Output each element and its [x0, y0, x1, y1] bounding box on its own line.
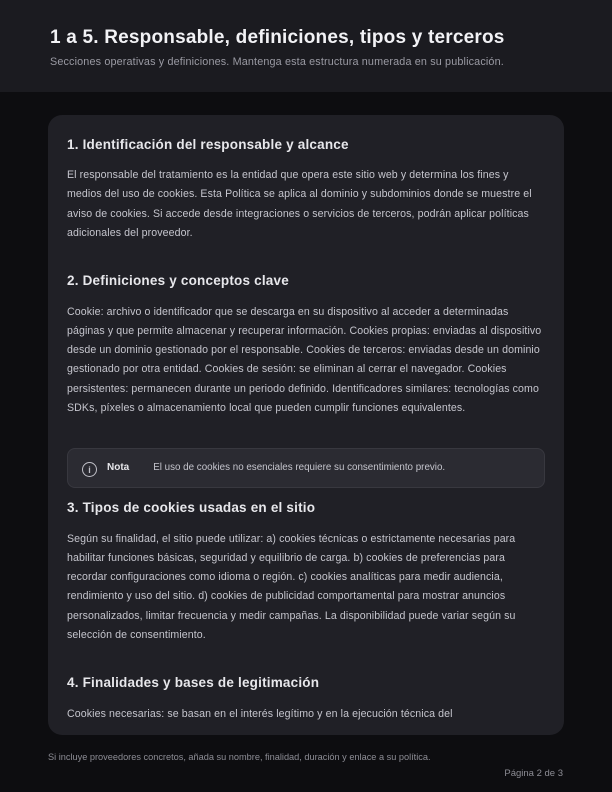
- section-definiciones: [67, 273, 545, 418]
- section-heading: 1. Identificación del responsable y alcance: [67, 137, 349, 152]
- section-heading: 4. Finalidades y bases de legitimación: [67, 675, 320, 691]
- section-body: Cookie: archivo o identificador que se descarga en su dispositivo al acceder a determinadas páginas y que permite almacenar y recuperar información. Cookies propias: enviadas al dispositivo desde un dominio gestionado por el responsable. Cookies de terceros: enviadas desde un dominio gestionado por otra entidad. Cookies de sesión: se eliminan al cerrar el navegador. Cookies persistentes: permanecen durante un periodo definido. Identificadores similares: tecnologías como SDKs, píxeles o almacenamiento local que pueden cumplir funciones equivalentes.: [67, 305, 542, 415]
- section-body: Cookies necesarias: se basan en el interés legítimo y en la ejecución técnica del: [67, 707, 453, 720]
- section-responsable: [67, 137, 545, 243]
- page-subtitle: Secciones operativas y definiciones. Mantenga esta estructura numerada en su publicación.: [50, 55, 504, 68]
- page-title: 1 a 5. Responsable, definiciones, tipos y terceros: [50, 27, 505, 48]
- section-finalidades: [67, 675, 545, 723]
- note-text: El uso de cookies no esenciales requiere su consentimiento previo.: [153, 462, 446, 474]
- info-icon: i: [82, 462, 97, 477]
- section-heading: 2. Definiciones y conceptos clave: [67, 273, 289, 289]
- section-body: El responsable del tratamiento es la entidad que opera este sitio web y determina los fines y medios del uso de cookies. Esta Política se aplica al dominio y subdominios donde se muestre el aviso de cookies. Si accede desde integraciones o servicios de terceros, podrán aplicar políticas adicionales del proveedor.: [67, 169, 532, 240]
- section-heading: 3. Tipos de cookies usadas en el sitio: [67, 500, 316, 516]
- document-header: [0, 0, 612, 92]
- section-tipos: [67, 500, 545, 645]
- footer-page-indicator: Página 2 de 3: [504, 768, 563, 779]
- content-card: [48, 115, 564, 735]
- footer-hint: Si incluye proveedores concretos, añada su nombre, finalidad, duración y enlace a su política.: [48, 752, 431, 762]
- note-label: Nota: [107, 462, 130, 474]
- section-body: Según su finalidad, el sitio puede utilizar: a) cookies técnicas o estrictamente necesarias para habilitar funciones básicas, seguridad y equilibrio de carga. b) cookies de preferencias para recordar configuraciones como idioma o región. c) cookies analíticas para medir audiencia, rendimiento y uso del sitio. d) cookies de publicidad comportamental para mostrar anuncios personalizados, limitar frecuencia y medir campañas. La disponibilidad puede variar según su selección de consentimiento.: [67, 532, 516, 642]
- note-callout: [67, 448, 545, 488]
